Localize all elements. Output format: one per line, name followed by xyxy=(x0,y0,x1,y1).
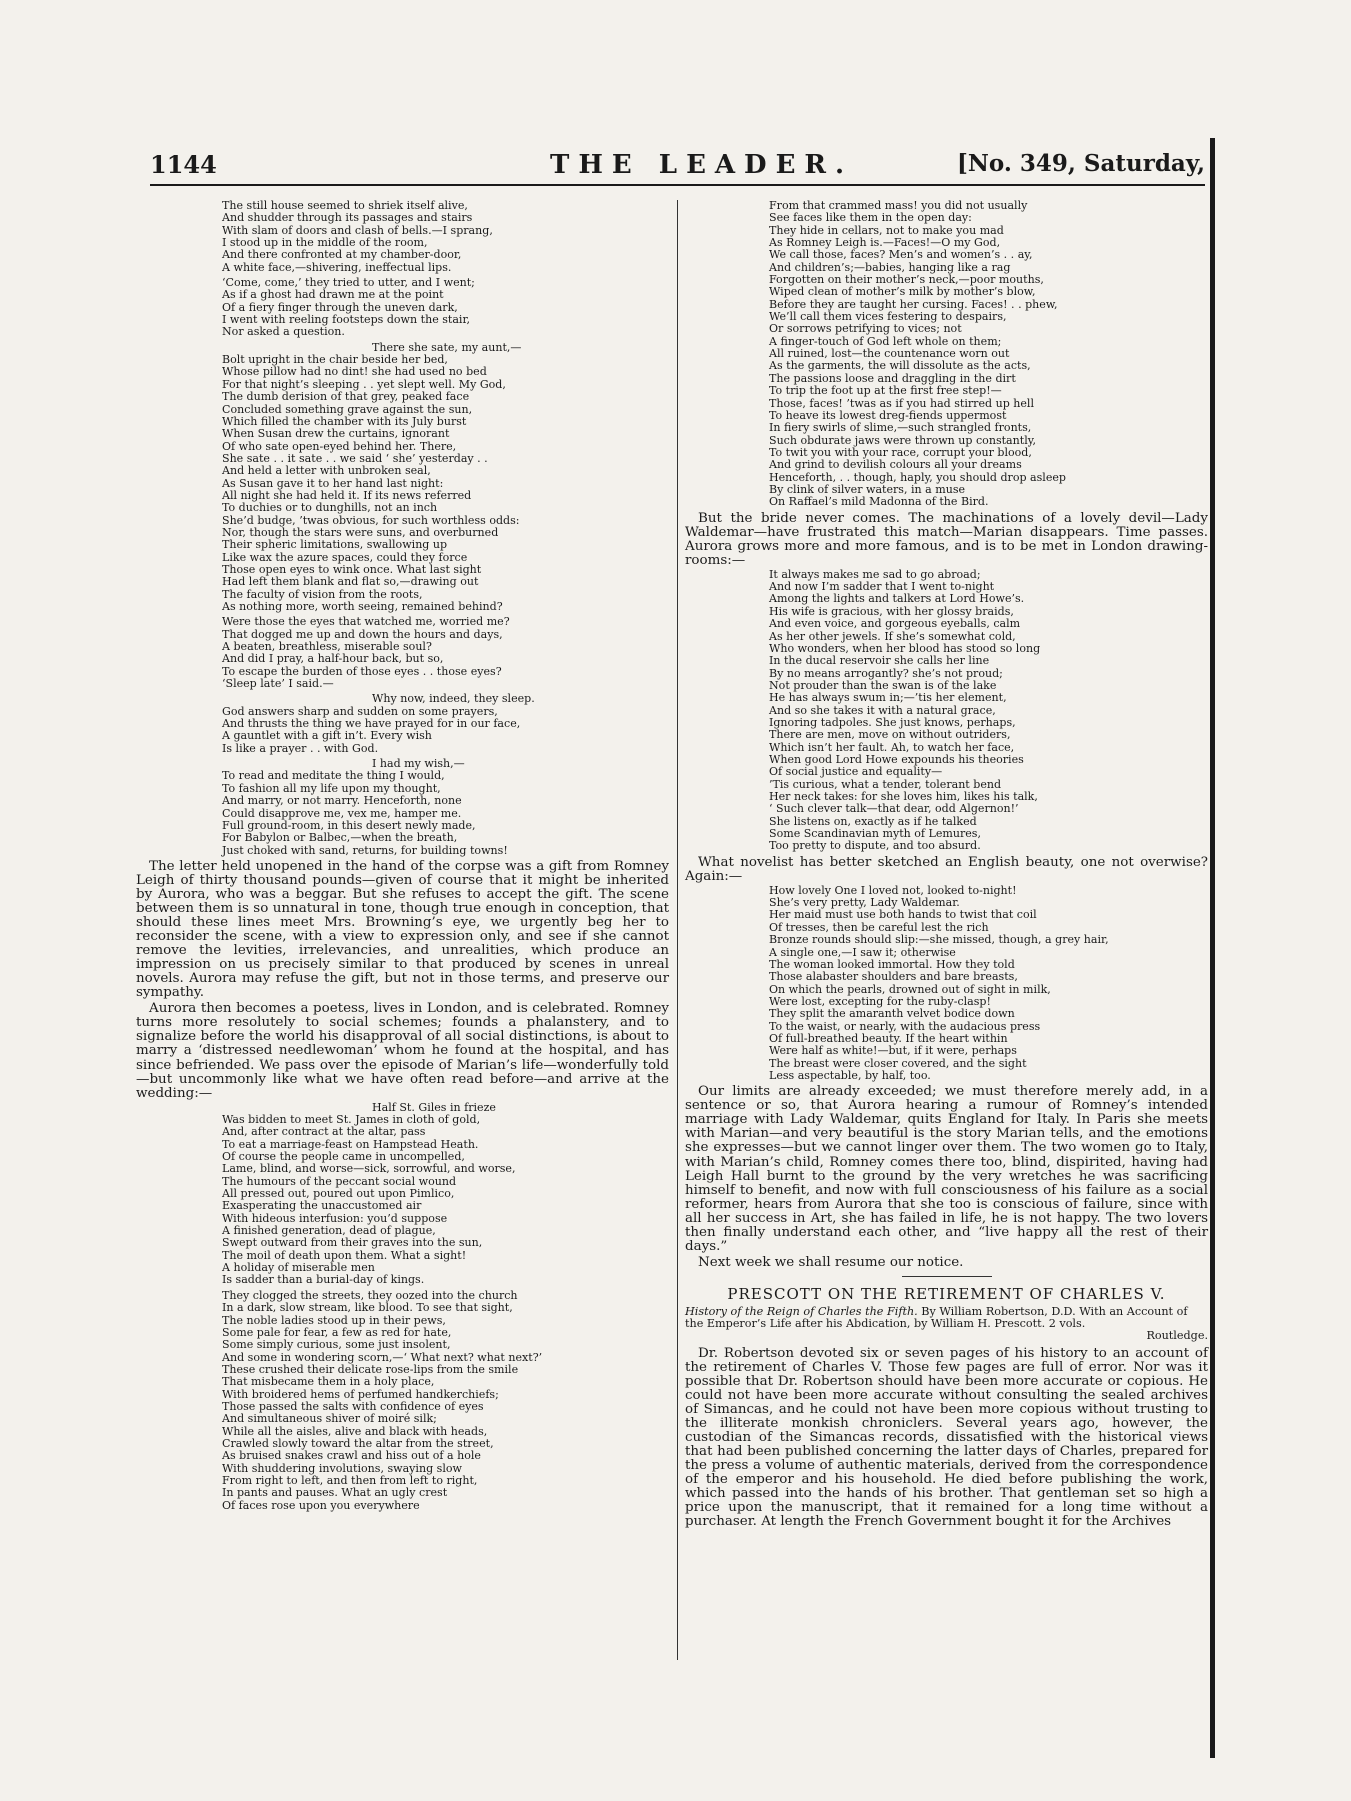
citation-publisher: Routledge. xyxy=(1146,1329,1208,1343)
poem-excerpt-5 xyxy=(685,885,1208,1083)
page-header xyxy=(150,150,1205,192)
poem-line: Bronze rounds should slip:—she missed, though, a grey hair, xyxy=(769,933,1109,947)
poem-line: On which the pearls, drowned out of sight in milk, xyxy=(769,982,1051,996)
section-rule xyxy=(902,1276,992,1277)
poem-line: She listens on, exactly as if he talked xyxy=(769,814,977,828)
poem-line: They hide in cellars, not to make you mad xyxy=(769,223,1004,237)
poem-line: Full ground-room, in this desert newly made, xyxy=(222,818,476,832)
poem-line: The moil of death upon them. What a sight! xyxy=(222,1248,467,1262)
poem-line: It always makes me sad to go abroad; xyxy=(769,567,981,581)
poem-line: Or sorrows petrifying to vices; not xyxy=(769,322,962,336)
poem-line: With slam of doors and clash of bells.—I sprang, xyxy=(222,223,493,237)
poem-line: The faculty of vision from the roots, xyxy=(222,587,423,601)
issue-label: [No. 349, Saturday, xyxy=(956,150,1205,177)
poem-line: Whose pillow had no dint! she had used no bed xyxy=(222,365,487,379)
citation-details: By William Robertson, D.D. With an Account of the Emperor’s Life after his Abdication, by William H. Prescott. 2 vols. xyxy=(685,1304,1188,1331)
poem-line: And did I pray, a half-hour back, but so, xyxy=(222,652,444,666)
poem-line: Like wax the azure spaces, could they force xyxy=(222,550,468,564)
poem-line: Such obdurate jaws were thrown up constantly, xyxy=(769,433,1037,447)
poem-line: She’d budge, ’twas obvious, for such worthless odds: xyxy=(222,513,520,527)
column-divider xyxy=(677,200,678,1660)
poem-line: All night she had held it. If its news referred xyxy=(222,488,472,502)
poem-line: Was bidden to meet St. James in cloth of gold, xyxy=(222,1113,481,1127)
poem-line: And shudder through its passages and stairs xyxy=(222,211,473,225)
poem-line: As the garments, the will dissolute as the acts, xyxy=(769,359,1031,373)
right-column xyxy=(685,200,1208,1530)
poem-line: Which isn’t her fault. Ah, to watch her face, xyxy=(769,740,1015,754)
poem-line: A finger-touch of God left whole on them; xyxy=(769,334,1002,348)
poem-line: In fiery swirls of slime,—such strangled fronts, xyxy=(769,421,1032,435)
poem-line: For that night’s sleeping . . yet slept well. My God, xyxy=(222,377,506,391)
poem-line: With broidered hems of perfumed handkerchiefs; xyxy=(222,1387,499,1401)
poem-line: She sate . . it sate . . we said ‘ she’ yesterday . . xyxy=(222,451,488,465)
poem-line: And held a letter with unbroken seal, xyxy=(222,464,431,478)
poem-line: I went with reeling footsteps down the stair, xyxy=(222,313,471,327)
poem-line: They split the amaranth velvet bodice down xyxy=(769,1007,1015,1021)
poem-line: Too pretty to dispute, and too absurd. xyxy=(769,839,981,853)
poem-line: A white face,—shivering, ineffectual lips. xyxy=(222,260,452,274)
poem-line: As Romney Leigh is.—Faces!—O my God, xyxy=(769,236,1001,250)
poem-line: Of course the people came in uncompelled, xyxy=(222,1150,465,1164)
poem-line: To twit you with your race, corrupt your blood, xyxy=(769,445,1032,459)
header-rule xyxy=(150,184,1205,186)
poem-line: From that crammed mass! you did not usually xyxy=(769,199,1028,212)
poem-line: On Raffael’s mild Madonna of the Bird. xyxy=(769,495,989,509)
poem-line: God answers sharp and sudden on some prayers, xyxy=(222,704,498,718)
poem-line: And children’s;—babies, hanging like a rag xyxy=(769,260,1011,274)
poem-line: Forgotten on their mother’s neck,—poor mouths, xyxy=(769,273,1044,287)
poem-line: Is like a prayer . . with God. xyxy=(222,741,379,755)
poem-line: And grind to devilish colours all your dreams xyxy=(769,458,1022,472)
poem-line: Those passed the salts with confidence of eyes xyxy=(222,1399,484,1413)
book-citation xyxy=(685,1306,1208,1343)
poem-line: Not prouder than the swan is of the lake xyxy=(769,678,997,692)
poem-line: In a dark, slow stream, like blood. To see that sight, xyxy=(222,1301,513,1315)
poem-line: A beaten, breathless, miserable soul? xyxy=(222,640,432,654)
poem-line: I had my wish,— xyxy=(372,757,465,771)
poem-line: Wiped clean of mother’s milk by mother’s blow, xyxy=(769,285,1036,299)
poem-line: Some Scandinavian myth of Lemures, xyxy=(769,827,981,840)
page-edge-rule xyxy=(1210,138,1215,1758)
poem-line: And, after contract at the altar, pass xyxy=(222,1125,426,1139)
poem-line: That misbecame them in a holy place, xyxy=(222,1375,435,1389)
poem-line: As nothing more, worth seeing, remained behind? xyxy=(222,600,503,613)
poem-line: To eat a marriage-feast on Hampstead Heath. xyxy=(222,1137,479,1151)
poem-line: As bruised snakes crawl and hiss out of a hole xyxy=(222,1449,481,1463)
poem-line: To read and meditate the thing I would, xyxy=(222,769,445,783)
poem-line: To duchies or to dunghills, not an inch xyxy=(222,501,438,515)
poem-line: A holiday of miserable men xyxy=(222,1261,375,1275)
poem-line: As Susan gave it to her hand last night: xyxy=(222,476,444,490)
poem-line: By no means arrogantly? she’s not proud; xyxy=(769,666,1003,680)
poem-line: There she sate, my aunt,— xyxy=(372,340,522,354)
poem-line: A finished generation, dead of plague, xyxy=(222,1224,436,1238)
poem-line: ’Tis curious, what a tender, tolerant bend xyxy=(769,777,1002,791)
poem-line: Those alabaster shoulders and bare breasts, xyxy=(769,970,1018,984)
page-number: 1144 xyxy=(150,150,217,179)
poem-line: These crushed their delicate rose-lips from the smile xyxy=(222,1362,519,1376)
poem-line: We call those, faces? Men’s and women’s . . ay, xyxy=(769,248,1033,262)
poem-line: Nor, though the stars were suns, and overburned xyxy=(222,525,499,539)
poem-line: Of full-breathed beauty. If the heart within xyxy=(769,1031,1008,1045)
poem-line: The humours of the peccant social wound xyxy=(222,1174,457,1188)
poem-line: The noble ladies stood up in their pews, xyxy=(222,1313,446,1327)
poem-line: Of faces rose upon you everywhere xyxy=(222,1498,420,1512)
poem-line: The passions loose and draggling in the dirt xyxy=(769,371,1016,385)
poem-line: Were those the eyes that watched me, worried me? xyxy=(222,615,510,629)
poem-line: For Babylon or Balbec,—when the breath, xyxy=(222,831,458,845)
poem-line: And so she takes it with a natural grace, xyxy=(769,703,996,717)
poem-line: Bolt upright in the chair beside her bed, xyxy=(222,353,448,367)
poem-line: And even voice, and gorgeous eyeballs, calm xyxy=(769,617,1021,631)
poem-excerpt-4 xyxy=(685,569,1208,853)
poem-line: They clogged the streets, they oozed into the church xyxy=(222,1288,518,1302)
poem-line: Among the lights and talkers at Lord Howe’s. xyxy=(769,592,1025,606)
poem-line: In pants and pauses. What an ugly crest xyxy=(222,1486,448,1500)
review-paragraph: The letter held unopened in the hand of the corpse was a gift from Romney Leigh of thirty thousand pounds—given of course that it might be inherited by Aurora, who was a beggar. But she refuses to accept the gift. The scene between them is so unnatural in tone, though true enough in conception, that should these lines meet Mrs. Browning’s eye, we urgently beg her to reconsider the scene, with a view to expression only, and see if she cannot remove the levities, irrelevancies, and unrealities, which produce an impression on us precisely similar to that produced by scenes in unreal novels. Aurora may refuse the gift, but not in those terms, and preserve our sympathy. xyxy=(136,858,669,1001)
poem-line: Had left them blank and flat so,—drawing out xyxy=(222,575,479,589)
review-paragraph: Next week we shall resume our notice. xyxy=(698,1254,964,1270)
poem-line: Of social justice and equality— xyxy=(769,765,943,779)
poem-line: There are men, move on without outriders, xyxy=(769,728,1011,742)
review-paragraph: What novelist has better sketched an English beauty, one not overwise? Again:— xyxy=(685,854,1208,884)
poem-line: Less aspectable, by half, too. xyxy=(769,1068,931,1082)
poem-line: To the waist, or nearly, with the audacious press xyxy=(769,1019,1041,1033)
poem-line: ‘Sleep late’ I said.— xyxy=(222,677,334,691)
poem-line: Who wonders, when her blood has stood so long xyxy=(769,641,1041,655)
poem-line: Those, faces! ’twas as if you had stirred up hell xyxy=(769,396,1034,410)
poem-line: All pressed out, poured out upon Pimlico, xyxy=(222,1187,455,1201)
poem-excerpt-3 xyxy=(685,200,1208,509)
poem-line: Henceforth, . . though, haply, you should drop asleep xyxy=(769,470,1066,484)
poem-line: He has always swum in;—’tis her element, xyxy=(769,691,1007,705)
poem-line: Could disapprove me, vex me, hamper me. xyxy=(222,806,462,820)
poem-line: Half St. Giles in frieze xyxy=(372,1100,496,1114)
left-column xyxy=(136,200,669,1515)
poem-line: A single one,—I saw it; otherwise xyxy=(769,945,956,959)
poem-line: She’s very pretty, Lady Waldemar. xyxy=(769,896,960,910)
review-title: PRESCOTT ON THE RETIREMENT OF CHARLES V. xyxy=(727,1284,1166,1303)
poem-line: Some pale for fear, a few as red for hate, xyxy=(222,1325,452,1339)
poem-line: While all the aisles, alive and black with heads, xyxy=(222,1424,488,1438)
poem-line: As if a ghost had drawn me at the point xyxy=(222,288,444,302)
poem-line: His wife is gracious, with her glossy braids, xyxy=(769,604,1014,618)
poem-line: To fashion all my life upon my thought, xyxy=(222,781,441,795)
poem-line: The breast were closer covered, and the sight xyxy=(769,1056,1027,1070)
poem-line: To heave its lowest dreg-fiends uppermost xyxy=(769,408,1007,422)
poem-line: Exasperating the unaccustomed air xyxy=(222,1199,422,1213)
poem-line: To trip the foot up at the first free step!— xyxy=(769,384,1002,398)
poem-line: Before they are taught her cursing. Faces! . . phew, xyxy=(769,297,1058,311)
review-paragraph: Our limits are already exceeded; we must therefore merely add, in a sentence or so, that Aurora hearing a rumour of Romney’s intended marriage with Lady Waldemar, quits England for Italy. In Paris she meets with Marian—and very beautiful is the story Marian tells, and the emotions she expresses—but we cannot linger over them. The two women go to Italy, with Marian’s child, Romney comes there too, blind, dispirited, having had Leigh Hall burnt to the ground by the very wretches he was sacrificing himself to benefit, and now with full consciousness of his failure as a social reformer, hears from Aurora that she too is conscious of failure, since with all her success in Art, she has failed in life, he is not happy. The two lovers then finally understand each other, and “live happy all the rest of their days.” xyxy=(685,1084,1208,1254)
poem-line: ‘ Such clever talk—that dear, odd Algernon!’ xyxy=(769,802,1019,816)
poem-line: And simultaneous shiver of moiré silk; xyxy=(222,1412,437,1426)
poem-line: Some simply curious, some just insolent, xyxy=(222,1338,451,1352)
poem-line: Crawled slowly toward the altar from the street, xyxy=(222,1436,494,1450)
poem-excerpt-2 xyxy=(136,1102,669,1512)
newspaper-title: THE LEADER. xyxy=(550,150,854,180)
poem-line: With hideous interfusion: you’d suppose xyxy=(222,1211,448,1225)
poem-line: Is sadder than a burial-day of kings. xyxy=(222,1273,425,1287)
poem-line: Which filled the chamber with its July burst xyxy=(222,414,467,428)
poem-line: And there confronted at my chamber-door, xyxy=(222,248,462,262)
poem-line: A gauntlet with a gift in’t. Every wish xyxy=(222,729,432,743)
poem-line: That dogged me up and down the hours and days, xyxy=(222,627,503,641)
poem-line: Were half as white!—but, if it were, perhaps xyxy=(769,1044,1017,1058)
poem-line: Just choked with sand, returns, for building towns! xyxy=(222,843,508,857)
poem-line: From right to left, and then from left to right, xyxy=(222,1473,478,1487)
poem-line: Nor asked a question. xyxy=(222,325,345,339)
poem-line: Of a fiery finger through the uneven dark, xyxy=(222,300,458,314)
poem-line: We’ll call them vices festering to despairs, xyxy=(769,310,1007,324)
poem-line: Ignoring tadpoles. She just knows, perhaps, xyxy=(769,715,1016,729)
poem-line: The dumb derision of that grey, peaked face xyxy=(222,390,470,404)
poem-line: In the ducal reservoir she calls her line xyxy=(769,654,990,668)
review-paragraph: But the bride never comes. The machinations of a lovely devil—Lady Waldemar—have frustrated this match—Marian disappears. Time passes. Aurora grows more and more famous, and is to be met in London drawing-rooms:— xyxy=(685,510,1208,568)
poem-line: ‘Come, come,’ they tried to utter, and I went; xyxy=(222,276,475,290)
poem-line: I stood up in the middle of the room, xyxy=(222,236,428,250)
citation-title: History of the Reign of Charles the Fifth. xyxy=(685,1304,918,1318)
poem-line: And marry, or not marry. Henceforth, none xyxy=(222,794,462,808)
poem-line: The still house seemed to shriek itself alive, xyxy=(222,199,468,212)
poem-line: When good Lord Howe expounds his theories xyxy=(769,752,1024,766)
poem-line: Lame, blind, and worse—sick, sorrowful, and worse, xyxy=(222,1162,516,1176)
poem-line: Their spheric limitations, swallowing up xyxy=(222,538,448,552)
poem-line: Of tresses, then be careful lest the rich xyxy=(769,920,989,934)
poem-line: Were lost, excepting for the ruby-clasp! xyxy=(769,994,991,1008)
poem-line: With shuddering involutions, swaying slow xyxy=(222,1461,462,1475)
poem-line: Concluded something grave against the sun, xyxy=(222,402,473,416)
poem-line: And thrusts the thing we have prayed for in our face, xyxy=(222,717,521,731)
poem-line: To escape the burden of those eyes . . those eyes? xyxy=(222,664,502,678)
poem-excerpt-1 xyxy=(136,200,669,857)
poem-line: And some in wondering scorn,—‘ What next? what next?’ xyxy=(222,1350,543,1364)
poem-line: How lovely One I loved not, looked to-night! xyxy=(769,883,1017,897)
poem-line: Of who sate open-eyed behind her. There, xyxy=(222,439,457,453)
poem-line: Why now, indeed, they sleep. xyxy=(372,692,535,706)
review-paragraph: Aurora then becomes a poetess, lives in London, and is celebrated. Romney turns more resolutely to social schemes; founds a phalanstery, and to signalize before the world his disapproval of all social distinctions, is about to marry a ‘distressed needlewoman’ whom he found at the hospital, and has since befriended. We pass over the episode of Marian’s life—wonderfully told—but uncommonly like what we have often read before—and arrive at the wedding:— xyxy=(136,1001,669,1101)
poem-line: See faces like them in the open day: xyxy=(769,211,972,225)
poem-line: By clink of silver waters, in a muse xyxy=(769,482,966,496)
poem-line: Her neck takes: for she loves him, likes his talk, xyxy=(769,789,1038,803)
poem-line: When Susan drew the curtains, ignorant xyxy=(222,427,450,441)
poem-line: And now I’m sadder that I went to-night xyxy=(769,580,995,594)
poem-line: Her maid must use both hands to twist that coil xyxy=(769,908,1037,922)
poem-line: Those open eyes to wink once. What last sight xyxy=(222,562,482,576)
review-paragraph: Dr. Robertson devoted six or seven pages of his history to an account of the retirement of Charles V. Those few pages are full of error. Nor was it possible that Dr. Robertson should have been more accurate or copious. He could not have been more accurate without consulting the sealed archives of Simancas, and he could not have been more copious without trusting to the illiterate monkish chroniclers. Several years ago, however, the custodian of the Simancas records, dissatisfied with the historical views that had been published concerning the latter days of Charles, prepared for the press a volume of authentic materials, derived from the correspondence of the emperor and his household. He died before publishing the work, which passed into the hands of his brother. That gentleman set so high a price upon the manuscript, that it remained for a long time without a purchaser. At length the French Government bought it for the Archives xyxy=(685,1345,1208,1530)
poem-line: As her other jewels. If she’s somewhat cold, xyxy=(769,629,1016,643)
poem-line: The woman looked immortal. How they told xyxy=(769,957,1015,971)
poem-line: Swept outward from their graves into the sun, xyxy=(222,1236,483,1250)
poem-line: All ruined, lost—the countenance worn out xyxy=(769,347,1010,361)
